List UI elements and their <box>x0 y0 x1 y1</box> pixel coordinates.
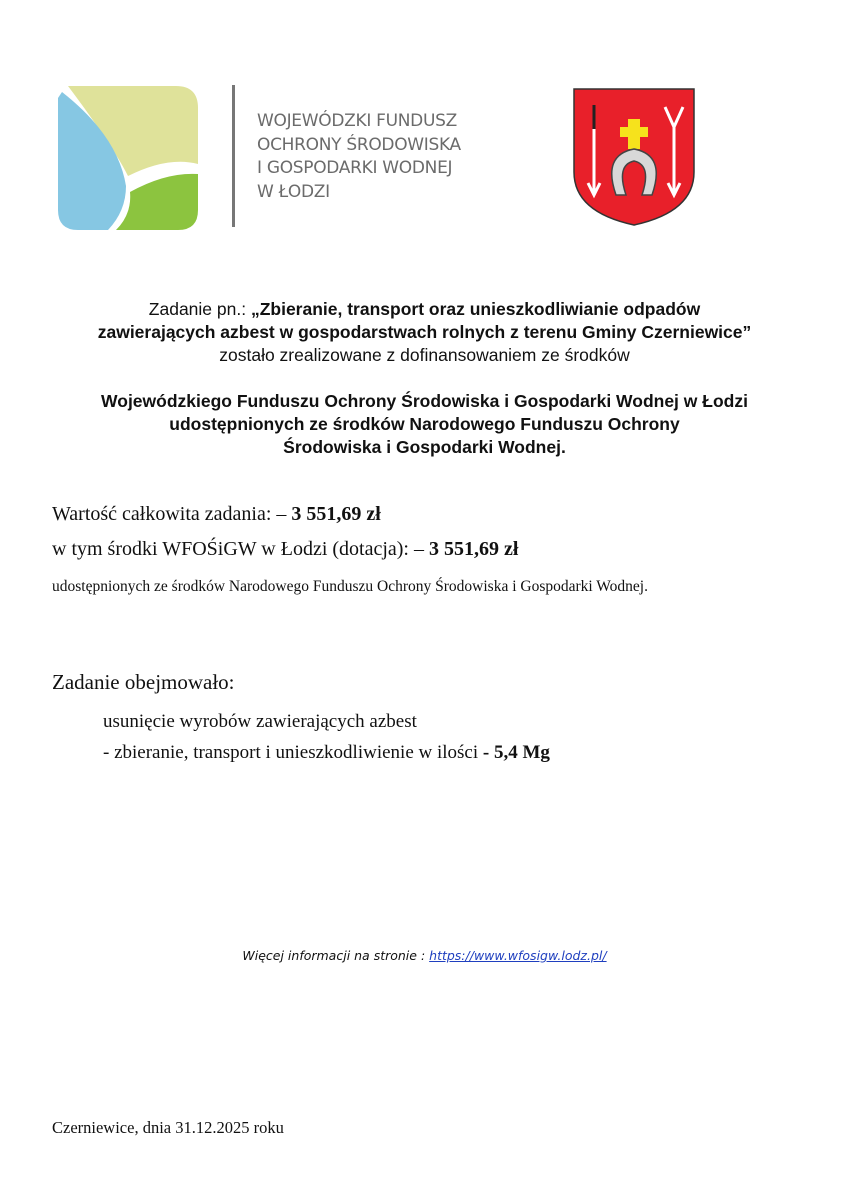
fund-name-line: I GOSPODARKI WODNEJ <box>257 158 453 178</box>
place-date: Czerniewice, dnia 31.12.2025 roku <box>52 1118 284 1137</box>
logo-divider <box>232 85 235 227</box>
funding-source-block <box>0 390 849 459</box>
coat-of-arms-icon <box>572 87 696 227</box>
website-link[interactable]: https://www.wfosigw.lodz.pl/ <box>429 948 607 963</box>
quantity-value: - 5,4 Mg <box>482 742 550 763</box>
funding-line: udostępnionych ze środków Narodowego Funduszu Ochrony <box>169 414 680 434</box>
scope-list <box>103 706 550 768</box>
grant-value-row <box>52 538 518 561</box>
task-prefix: Zadanie pn.: <box>148 299 251 319</box>
grant-value-label: w tym środki WFOŚiGW w Łodzi (dotacja): – <box>52 538 429 560</box>
funding-note: udostępnionych ze środków Narodowego Funduszu Ochrony Środowiska i Gospodarki Wodnej. <box>52 578 648 595</box>
fund-name-logo-text <box>257 110 461 204</box>
more-info-line <box>0 948 849 963</box>
task-title-block <box>0 298 849 367</box>
total-value-label: Wartość całkowita zadania: – <box>52 503 292 525</box>
list-item <box>103 737 550 768</box>
task-title-continued: zawierających azbest w gospodarstwach rolnych z terenu Gminy Czerniewice” <box>97 322 752 342</box>
wfosigw-logo-icon <box>58 86 198 230</box>
grant-value: 3 551,69 zł <box>429 538 519 560</box>
total-value-row <box>52 503 381 526</box>
fund-name-line: WOJEWÓDZKI FUNDUSZ <box>257 111 457 131</box>
task-title: „Zbieranie, transport oraz unieszkodliwianie odpadów <box>250 299 701 319</box>
funding-line: Środowiska i Gospodarki Wodnej. <box>283 437 566 457</box>
list-item-text: - zbieranie, transport i unieszkodliwienie w ilości <box>103 742 483 763</box>
funding-line: Wojewódzkiego Funduszu Ochrony Środowiska i Gospodarki Wodnej w Łodzi <box>101 391 748 411</box>
total-value: 3 551,69 zł <box>291 503 381 525</box>
fund-name-line: W ŁODZI <box>257 181 330 202</box>
fund-name-line: OCHRONY ŚRODOWISKA <box>257 134 461 155</box>
scope-title: Zadanie obejmowało: <box>52 670 235 694</box>
list-item: usunięcie wyrobów zawierających azbest <box>103 711 417 732</box>
more-info-label: Więcej informacji na stronie : <box>242 948 430 963</box>
task-realized-text: zostało zrealizowane z dofinansowaniem ze środków <box>219 345 630 365</box>
